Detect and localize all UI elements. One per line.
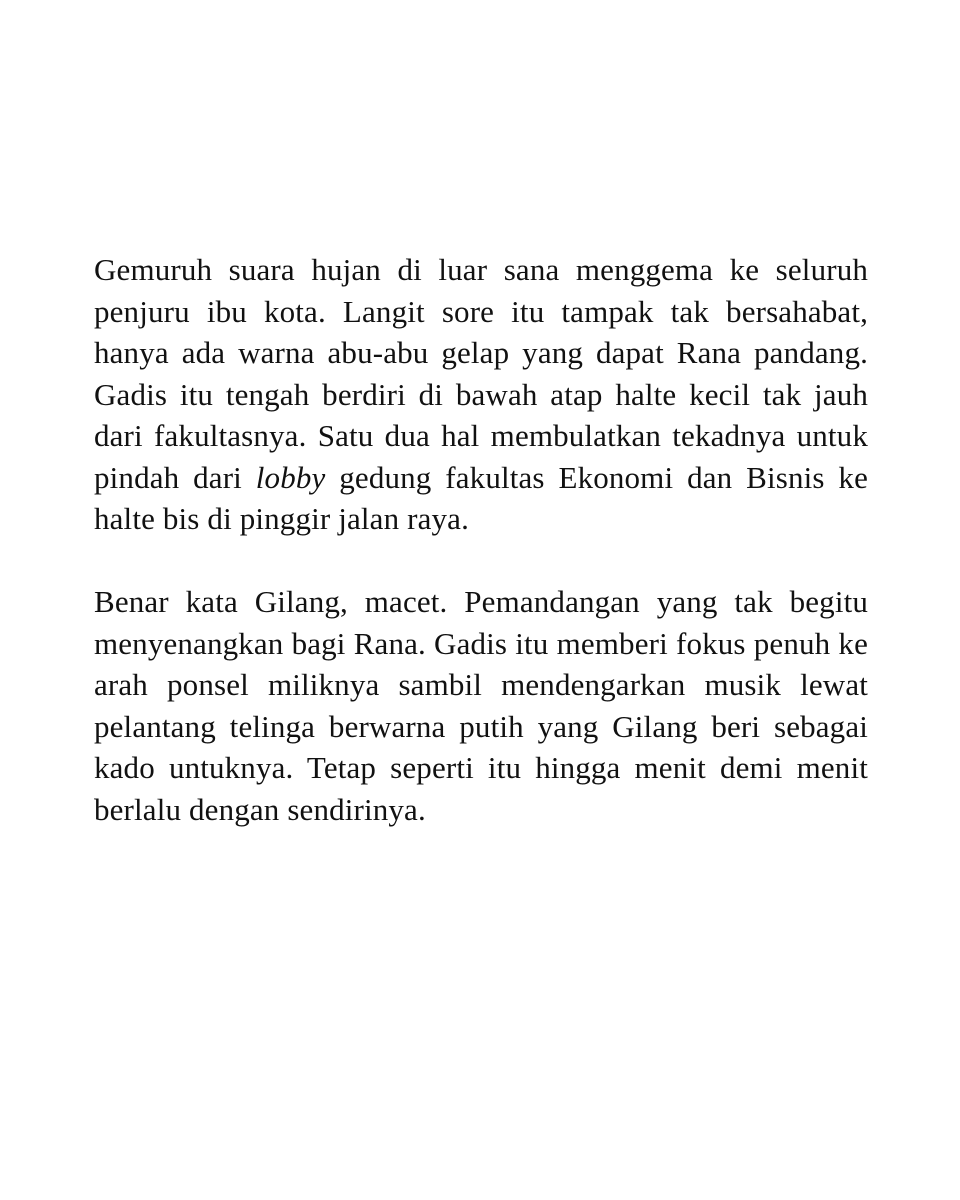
paragraph-1 xyxy=(94,249,868,540)
italic-word-lobby: lobby xyxy=(255,459,326,495)
paragraph-2: Benar kata Gilang, macet. Pemandangan yang tak begitu menyenangkan bagi Rana. Gadis itu memberi fokus penuh ke arah ponsel miliknya sambil mendengarkan musik lewat pelantang telinga berwarna putih yang Gilang beri sebagai kado untuknya. Tetap seperti itu hingga menit demi menit berlalu dengan sendirinya. xyxy=(94,584,868,827)
story-text xyxy=(94,249,868,830)
paragraph-1-text-start: Gemuruh suara hujan di luar sana menggema ke seluruh penjuru ibu kota. Langit sore itu tampak tak bersahabat, hanya ada warna abu-abu gelap yang dapat Rana pandang. Gadis itu tengah berdiri di bawah atap halte kecil tak jauh dari fakultasnya. Satu dua hal membulatkan tekadnya untuk pindah dari xyxy=(94,252,868,495)
paragraph-1-text-end: gedung fakultas Ekonomi dan Bisnis ke halte bis di pinggir jalan raya. xyxy=(94,459,868,536)
